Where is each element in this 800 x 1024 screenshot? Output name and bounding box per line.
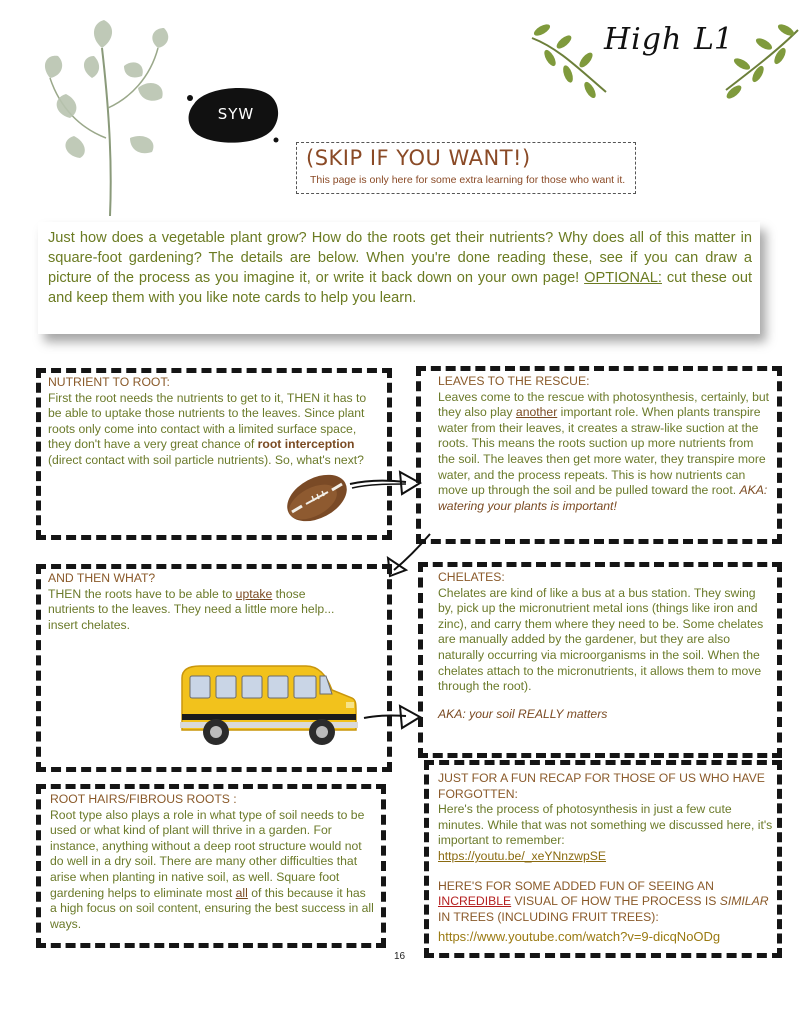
skip-subtitle: This page is only here for some extra learning for those who want it. bbox=[310, 174, 626, 186]
intro-text-before: Just how does a vegetable plant grow? How do the roots get their nutrients? Why does all of this matter in square-foot gardening? The details are below. When you're done reading these, see if you can draw a picture of the process as you imagine it, or write it back down on your own page! bbox=[48, 230, 752, 286]
card-nutrient-title: NUTRIENT TO ROOT: bbox=[48, 375, 170, 389]
card-recap-fun-red: INCREDIBLE bbox=[438, 894, 512, 909]
card-then-body-before: THEN the roots have to be able to bbox=[48, 586, 236, 601]
arrow-icon bbox=[362, 702, 424, 732]
card-leaves-title: LEAVES TO THE RESCUE: bbox=[438, 374, 590, 388]
card-root-body-before: Root type also plays a role in what type of soil needs to be used or what kind of plant will thrive in a garden. For instance, anything without a deep root structure would not do well in a dry soil. There are many other difficulties that arise when planting in native soil, as well. Square foot gardening helps to eliminate most bbox=[50, 807, 365, 900]
card-chelates-body: Chelates are kind of like a bus at a bus station. They swing by, pick up the micronutrient metal ions (things like iron and zinc), and carry them where they need to be. Some chelates are manually added by the gardener, but they are also naturally occurring via microorganisms in the soil. When the chelates attach to the micronutrients, it allows them to move through the root). bbox=[438, 585, 764, 694]
card-nutrient-body-after: (direct contact with soil particle nutrients). So, what's next? bbox=[48, 452, 364, 467]
handwritten-level-code: L1 bbox=[694, 22, 734, 57]
card-leaves-content bbox=[438, 374, 770, 514]
intro-text-after: cut these out and keep them with you like note cards to help you learn. bbox=[48, 270, 753, 306]
arrow-icon bbox=[348, 468, 424, 498]
page-number: 16 bbox=[394, 951, 406, 962]
card-leaves-body-after: important role. When plants transpire water from their leaves, it creates a straw-like suction at the roots. This means the roots suction up more nutrients from the soil. The leaves then get more water, they transpire more water, and the process repeats. This is how nutrients can move up through the soil and be pulled toward the root. bbox=[438, 405, 766, 498]
card-leaves-underlined: another bbox=[515, 405, 558, 420]
card-recap-fun-middle: VISUAL OF HOW THE PROCESS IS bbox=[511, 894, 720, 909]
card-chelates-content bbox=[438, 570, 766, 722]
handwritten-level-word: High bbox=[604, 22, 683, 57]
intro-optional-label: OPTIONAL: bbox=[584, 270, 662, 286]
syw-badge: SYW bbox=[217, 105, 255, 123]
card-recap-title: JUST FOR A FUN RECAP FOR THOSE OF US WHO HAVE FORGOTTEN: bbox=[438, 771, 765, 801]
card-then-title: AND THEN WHAT? bbox=[48, 571, 156, 585]
card-recap-fun-after: IN TREES (INCLUDING FRUIT TREES): bbox=[438, 909, 659, 924]
intro-box bbox=[38, 222, 760, 334]
card-root-content bbox=[50, 792, 374, 932]
leaf-sprig-icon bbox=[40, 18, 180, 218]
olive-branch-icon bbox=[528, 18, 610, 98]
card-then-underlined: uptake bbox=[235, 586, 273, 601]
school-bus-icon bbox=[176, 664, 358, 750]
card-nutrient-content bbox=[48, 375, 376, 469]
card-recap-content bbox=[438, 771, 776, 946]
skip-title: (SKIP IF YOU WANT!) bbox=[306, 146, 531, 170]
card-recap-body: Here's the process of photosynthesis in just a few cute minutes. While that was not something we discussed here, it's important to remember: bbox=[438, 802, 773, 848]
football-icon bbox=[282, 468, 352, 528]
card-root-title: ROOT HAIRS/FIBROUS ROOTS : bbox=[50, 792, 237, 806]
card-leaves-aka: AKA: watering your plants is important! bbox=[438, 483, 768, 513]
card-then-content bbox=[48, 571, 348, 633]
card-then-body-after: those nutrients to the leaves. They need a little more help... insert chelates. bbox=[48, 586, 335, 632]
card-root-underlined: all bbox=[235, 885, 248, 900]
olive-branch-icon bbox=[722, 20, 800, 100]
card-leaves-body-before: Leaves come to the rescue with photosynthesis, certainly, but they also play bbox=[438, 389, 770, 420]
card-chelates-aka: AKA: your soil REALLY matters bbox=[438, 706, 608, 721]
card-root-body-after: of this because it has a high focus on soil content, ensuring the best success in all ways. bbox=[50, 885, 374, 931]
card-recap-fun-before: HERE'S FOR SOME ADDED FUN OF SEEING AN bbox=[438, 878, 714, 893]
card-chelates-title: CHELATES: bbox=[438, 570, 505, 584]
photosynthesis-video-link[interactable]: https://youtu.be/_xeYNnzwpSE bbox=[438, 848, 607, 863]
card-nutrient-body-before: First the root needs the nutrients to get to it, THEN it has to be able to uptake those nutrients to the leaves. Since plant roots only come into contact with a limited surface space, they don't have a very great chance of bbox=[48, 390, 367, 452]
card-nutrient-term: root interception bbox=[257, 437, 355, 452]
card-recap-fun-italic: SIMILAR bbox=[719, 894, 769, 909]
trees-video-link[interactable]: https://www.youtube.com/watch?v=9-dicqNoODg bbox=[438, 929, 721, 945]
